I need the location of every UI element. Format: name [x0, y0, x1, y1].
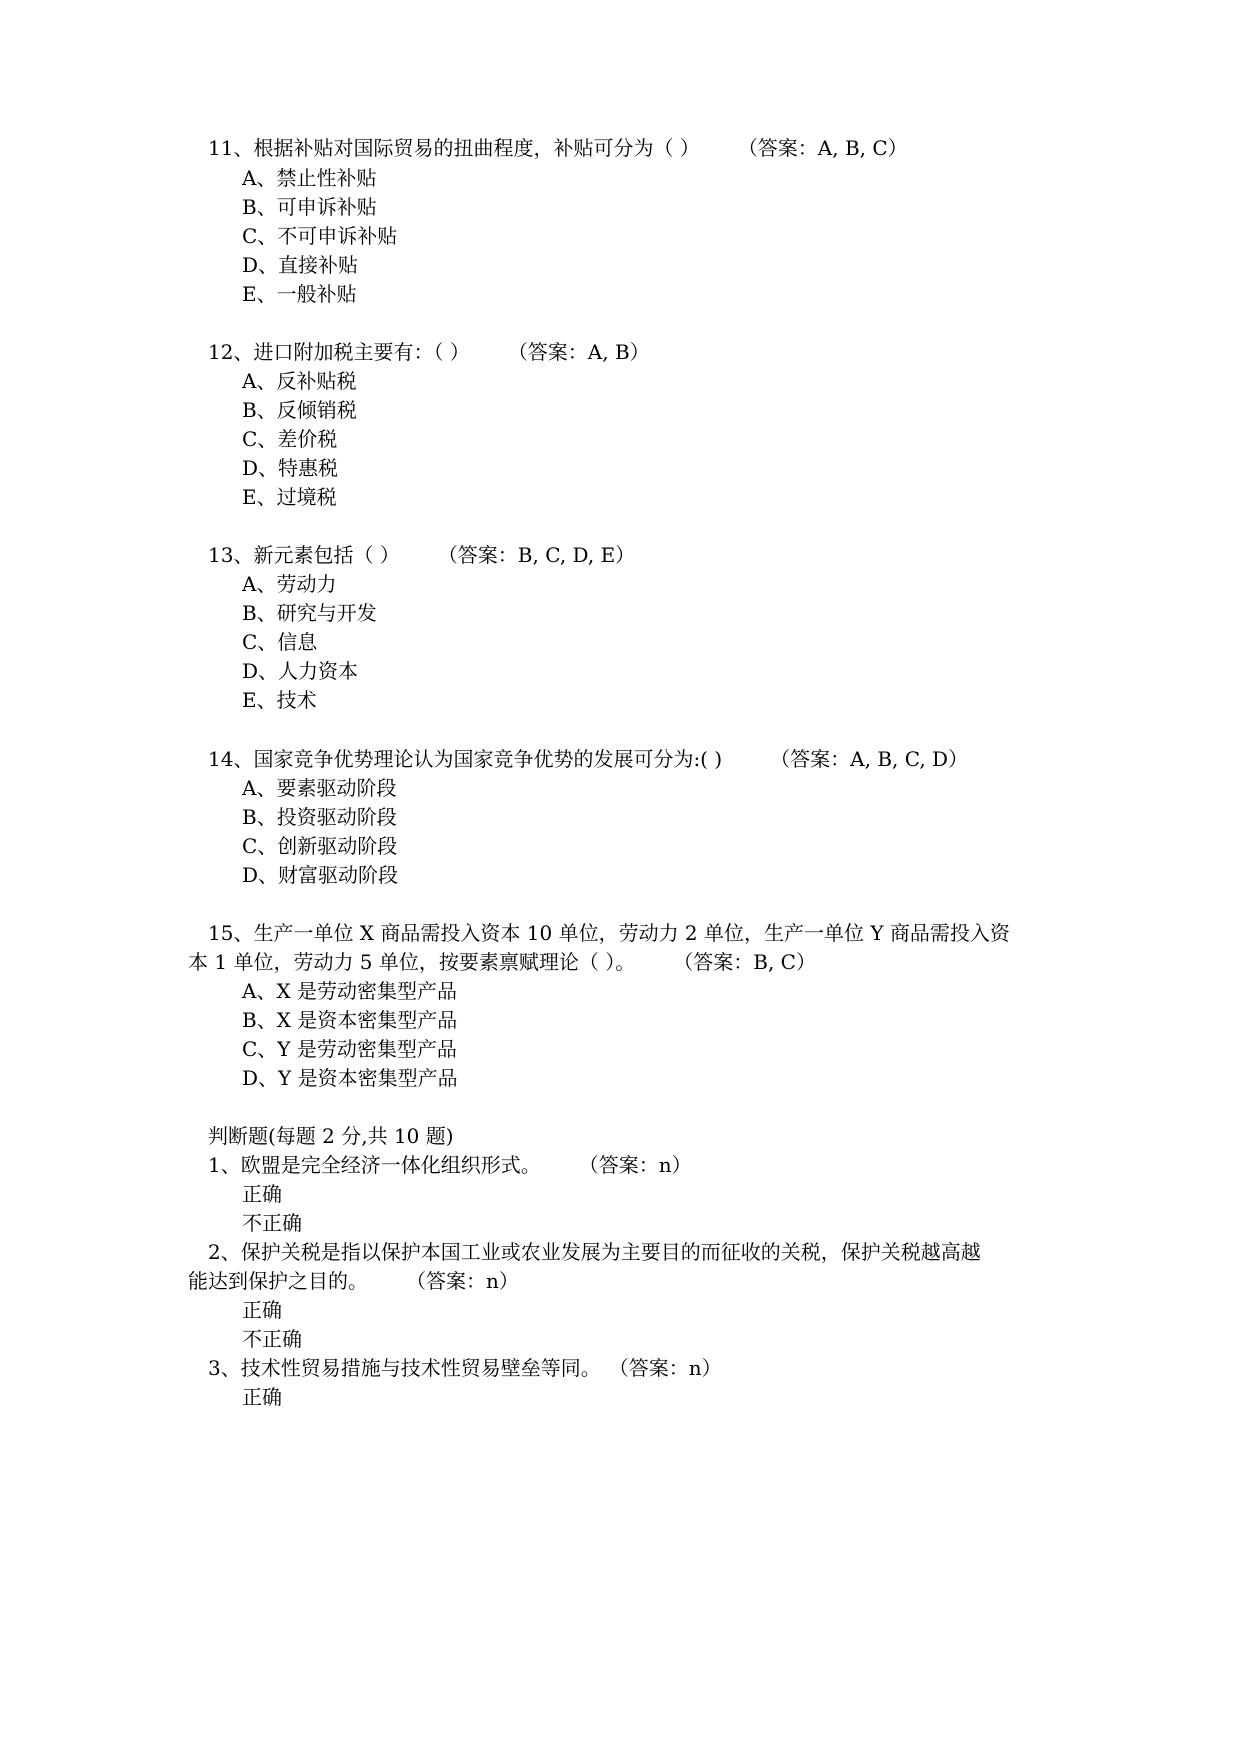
option-item: D、人力资本 [242, 659, 359, 683]
option-item: D、特惠税 [242, 456, 339, 480]
question-text: 13、新元素包括（ ） [208, 543, 400, 567]
option-item: C、差价税 [242, 427, 338, 451]
question-11-stem [208, 134, 908, 162]
option-item: C、信息 [242, 630, 318, 654]
option-item: A、反补贴税 [242, 369, 357, 393]
answer-text: （答案：n） [618, 1356, 722, 1380]
question-15-stem-continued [188, 948, 816, 976]
answer-text: （答案：B, C, D, E） [447, 543, 636, 567]
option-item: B、反倾销税 [242, 398, 357, 422]
question-text: 15、生产一单位 X 商品需投入资本 10 单位，劳动力 2 单位，生产一单位 Y 商品需投入资 [208, 921, 1010, 945]
question-12-stem [208, 338, 650, 366]
answer-text: （答案：n） [416, 1269, 519, 1293]
option-item: 不正确 [242, 1327, 302, 1351]
question-text: 本 1 单位，劳动力 5 单位，按要素禀赋理论（ ）。 [188, 950, 636, 974]
question-text: 2、保护关税是指以保护本国工业或农业发展为主要目的而征收的关税，保护关税越高越 [208, 1240, 981, 1264]
question-text: 14、国家竞争优势理论认为国家竞争优势的发展可分为:( ) [208, 747, 723, 771]
option-item: A、X 是劳动密集型产品 [242, 979, 458, 1003]
question-text: 12、进口附加税主要有：（ ） [208, 340, 470, 364]
option-item: 不正确 [242, 1211, 302, 1235]
option-item: 正确 [242, 1298, 282, 1322]
option-item: A、要素驱动阶段 [242, 776, 397, 800]
option-item: 正确 [242, 1182, 282, 1206]
question-13-stem [208, 541, 635, 569]
answer-text: （答案：A, B, C） [747, 136, 908, 160]
option-item: D、直接补贴 [242, 253, 359, 277]
answer-text: （答案：A, B） [517, 340, 650, 364]
option-item: B、投资驱动阶段 [242, 805, 397, 829]
judgement-1-stem [208, 1151, 692, 1179]
option-item: E、一般补贴 [242, 282, 357, 306]
judgement-3-stem [208, 1354, 722, 1382]
question-text: 能达到保护之目的。 [188, 1269, 368, 1293]
option-item: 正确 [242, 1385, 282, 1409]
question-14-stem [208, 745, 968, 773]
option-item: A、禁止性补贴 [242, 166, 377, 190]
question-text: 3、技术性贸易措施与技术性贸易壁垒等同。 [208, 1356, 601, 1380]
option-item: B、X 是资本密集型产品 [242, 1008, 458, 1032]
option-item: B、可申诉补贴 [242, 195, 377, 219]
question-text: 1、欧盟是完全经济一体化组织形式。 [208, 1153, 541, 1177]
option-item: C、不可申诉补贴 [242, 224, 398, 248]
option-item: E、技术 [242, 688, 317, 712]
answer-text: （答案：n） [588, 1153, 692, 1177]
question-15-stem [208, 919, 1010, 947]
option-item: A、劳动力 [242, 572, 337, 596]
section-heading: 判断题(每题 2 分,共 10 题) [208, 1124, 454, 1148]
option-item: D、财富驱动阶段 [242, 863, 399, 887]
option-item: B、研究与开发 [242, 601, 377, 625]
judgement-2-stem [208, 1238, 981, 1266]
answer-text: （答案：B, C） [683, 950, 816, 974]
option-item: E、过境税 [242, 485, 337, 509]
judgement-2-stem-continued [188, 1267, 519, 1295]
option-item: C、Y 是劳动密集型产品 [242, 1037, 457, 1061]
answer-text: （答案：A, B, C, D） [770, 747, 969, 771]
question-text: 11、根据补贴对国际贸易的扭曲程度，补贴可分为（ ） [208, 136, 700, 160]
option-item: D、Y 是资本密集型产品 [242, 1066, 458, 1090]
option-item: C、创新驱动阶段 [242, 834, 398, 858]
